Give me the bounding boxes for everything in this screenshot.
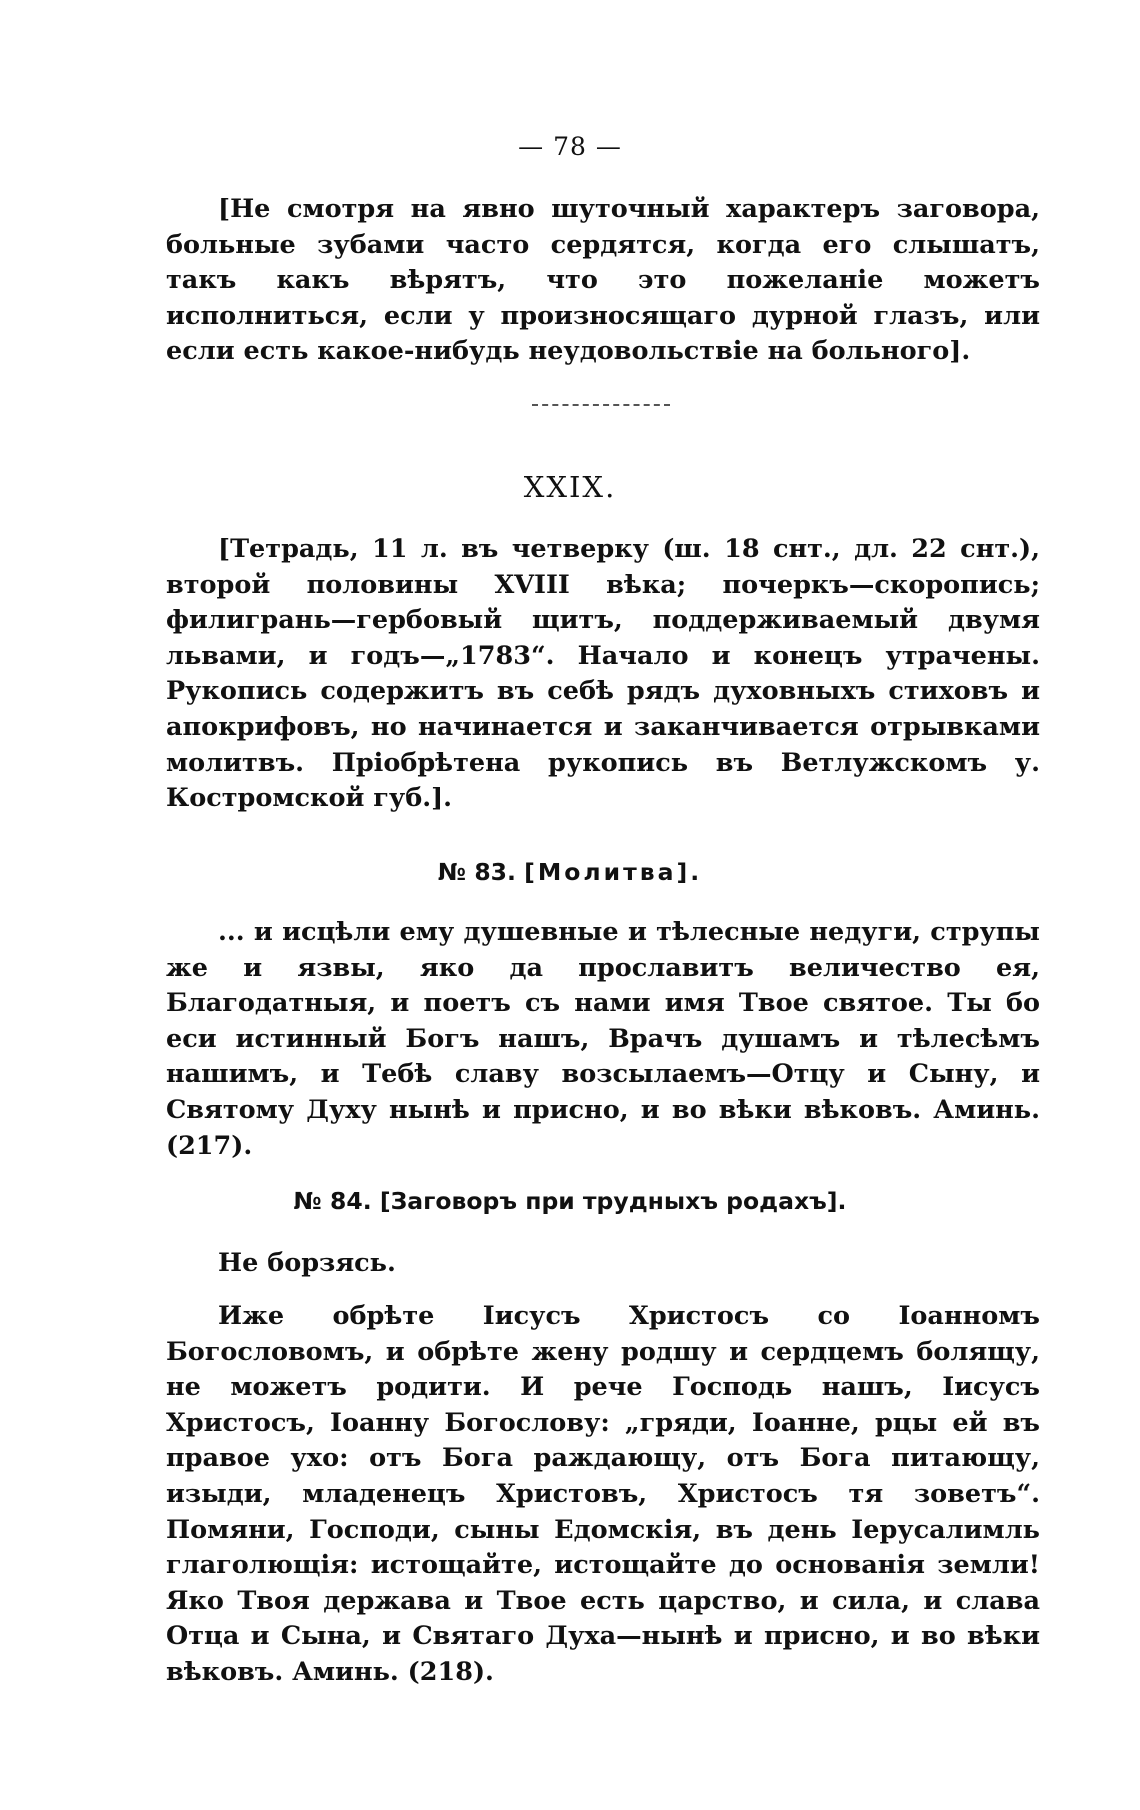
- section-divider: [532, 404, 670, 406]
- entry-opening-84: [166, 1246, 1040, 1282]
- section-description-text: [Тетрадь, 11 л. въ четверку (ш. 18 снт., дл. 22 снт.), второй половины XVIII вѣка; почеркъ—скоропись; филигрань—гербовый щитъ, поддерживаемый двумя львами, и годъ—„1783“. Начало и конецъ утрачены. Рукопись содержитъ въ себѣ рядъ духовныхъ стиховъ и апокрифовъ, но начинается и заканчивается отрывками молитвъ. Пріобрѣтена рукопись въ Ветлужскомъ у. Костромской губ.].: [166, 534, 1040, 814]
- entry-title: [Заговоръ при трудныхъ родахъ].: [379, 1187, 847, 1215]
- entry-body: Иже обрѣте Іисусъ Христосъ со Іоанномъ Богословомъ, и обрѣте жену родшу и сердцемъ болящу, не можетъ родити. И рече Господь нашъ, Іисусъ Христосъ, Іоанну Богослову: „гряди, Іоанне, рцы ей въ правое ухо: отъ Бога раждающу, отъ Бога питающу, изыди, младенецъ Христовъ, Христосъ тя зоветъ“. Помяни, Господи, сыны Едомскія, въ день Іерусалимль глаголющія: истощайте, истощайте до основанія земли! Яко Твоя держава и Твое есть царство, и сила, и слава Отца и Сына, и Святаго Духа—нынѣ и присно, и во вѣки вѣковъ. Аминь. (218).: [166, 1301, 1040, 1687]
- intro-paragraph: [166, 192, 1040, 370]
- page-number: — 78 —: [518, 132, 622, 161]
- section-title: XXIX.: [523, 470, 617, 504]
- entry-heading-84: [0, 1187, 1140, 1215]
- entry-number: № 84.: [293, 1187, 372, 1215]
- section-description: [166, 532, 1040, 817]
- entry-title: [Молитва].: [524, 858, 703, 886]
- entry-body: ... и исцѣли ему душевные и тѣлесные недуги, струпы же и язвы, яко да прославитъ величество ея, Благодатныя, и поетъ съ нами имя Твое святое. Ты бо еси истинный Богъ нашъ, Врачъ душамъ и тѣлесѣмъ нашимъ, и Тебѣ славу возсылаемъ—Отцу и Сыну, и Святому Духу нынѣ и присно, и во вѣки вѣковъ. Аминь. (217).: [166, 917, 1040, 1161]
- intro-text: [Не смотря на явно шуточный характеръ заговора, больные зубами часто сердятся, когда его слышатъ, такъ какъ вѣрятъ, что это пожеланіе можетъ исполниться, если у произносящаго дурной глазъ, или если есть какое-нибудь неудовольствіе на больного].: [166, 194, 1040, 367]
- entry-opening: Не борзясь.: [218, 1248, 396, 1278]
- entry-heading-83: [0, 858, 1140, 886]
- entry-number: № 83.: [437, 858, 516, 886]
- entry-text-84: [166, 1299, 1040, 1691]
- entry-text-83: [166, 915, 1040, 1164]
